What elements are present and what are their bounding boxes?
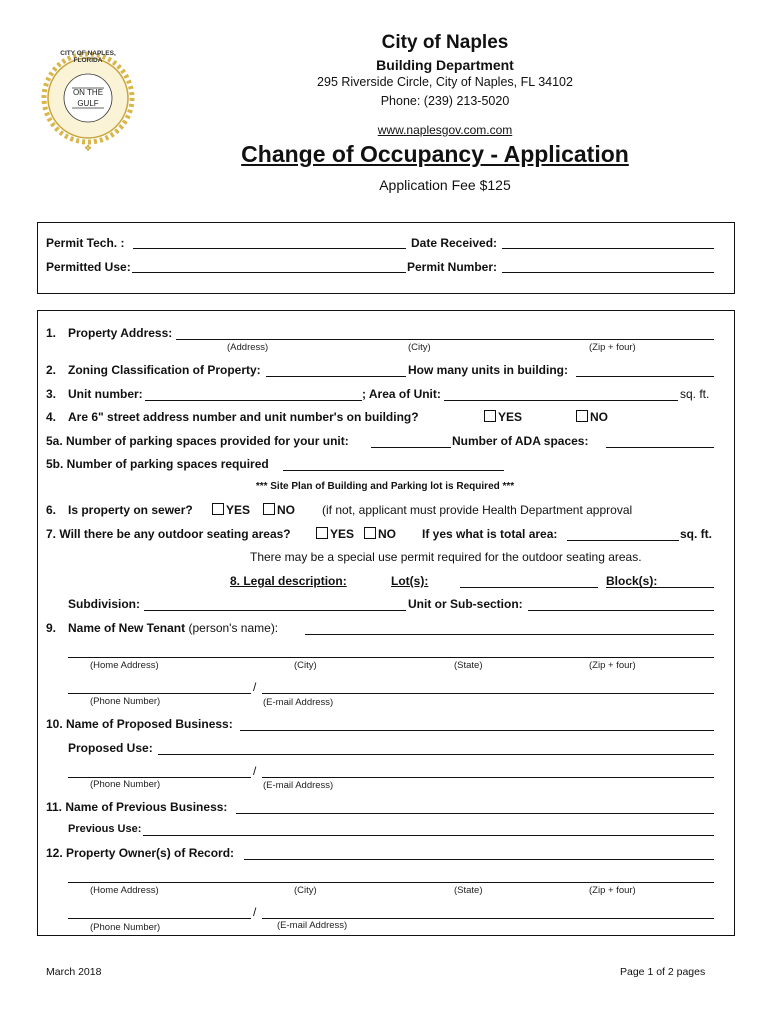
tenant-phone-hint: (Phone Number) bbox=[90, 696, 161, 707]
q9-number: 9. bbox=[46, 621, 57, 635]
tenant-phone-field[interactable] bbox=[68, 693, 251, 694]
q7-yes-option[interactable] bbox=[316, 527, 354, 541]
new-tenant-subtext: (person's name): bbox=[188, 621, 279, 635]
owner-state-hint: (State) bbox=[454, 885, 483, 896]
business-phone-hint: (Phone Number) bbox=[90, 779, 161, 790]
owner-city-hint: (City) bbox=[294, 885, 317, 896]
office-use-box bbox=[37, 222, 735, 294]
q2-number: 2. bbox=[46, 363, 57, 377]
units-in-building-field[interactable] bbox=[576, 376, 714, 377]
q1-number: 1. bbox=[46, 326, 57, 340]
zip-hint: (Zip + four) bbox=[589, 342, 636, 353]
footer-date: March 2018 bbox=[46, 966, 102, 978]
unit-subsection-field[interactable] bbox=[528, 610, 714, 611]
property-owner-field[interactable] bbox=[244, 859, 714, 860]
new-tenant-name-field[interactable] bbox=[305, 634, 714, 635]
owner-email-hint: (E-mail Address) bbox=[277, 920, 348, 931]
owner-slash: / bbox=[253, 905, 257, 919]
permit-number-field[interactable] bbox=[502, 272, 714, 273]
seating-sq-ft-unit: sq. ft. bbox=[680, 527, 712, 541]
footer-page-number: Page 1 of 2 pages bbox=[620, 966, 706, 978]
parking-required-label: 5b. Number of parking spaces required bbox=[46, 457, 269, 471]
business-slash: / bbox=[253, 764, 257, 778]
seal-line-2: GULF bbox=[77, 99, 99, 108]
blocks-label: Block(s): bbox=[606, 574, 658, 588]
tenant-email-hint: (E-mail Address) bbox=[263, 697, 334, 708]
previous-use-field[interactable] bbox=[143, 835, 714, 836]
city-seal bbox=[40, 44, 136, 164]
tenant-zip-hint: (Zip + four) bbox=[589, 660, 636, 671]
city-name: City of Naples bbox=[381, 32, 509, 53]
special-use-permit-note: There may be a special use permit required for the outdoor seating areas. bbox=[250, 550, 642, 564]
q7-no-label: NO bbox=[378, 527, 396, 541]
address-numbers-label: Are 6" street address number and unit number's on building? bbox=[68, 410, 419, 424]
department-name: Building Department bbox=[376, 57, 514, 73]
q4-number: 4. bbox=[46, 410, 57, 424]
unit-number-label: Unit number: bbox=[68, 387, 143, 401]
ada-spaces-label: Number of ADA spaces: bbox=[452, 434, 589, 448]
lots-label: Lot(s): bbox=[391, 574, 429, 588]
proposed-use-label: Proposed Use: bbox=[68, 741, 153, 755]
svg-text:❖: ❖ bbox=[83, 143, 93, 153]
q7-yes-checkbox[interactable] bbox=[316, 527, 328, 539]
permitted-use-field[interactable] bbox=[132, 272, 406, 273]
department-phone: Phone: (239) 213-5020 bbox=[380, 94, 510, 108]
unit-number-field[interactable] bbox=[145, 400, 362, 401]
new-tenant-label bbox=[68, 621, 278, 635]
website-link[interactable]: www.naplesgov.com.com bbox=[377, 123, 513, 137]
q4-no-label: NO bbox=[590, 410, 608, 424]
owner-email-field[interactable] bbox=[262, 918, 714, 919]
permitted-use-label: Permitted Use: bbox=[46, 260, 131, 274]
proposed-business-field[interactable] bbox=[240, 730, 714, 731]
q6-no-option[interactable] bbox=[263, 503, 295, 517]
property-address-field[interactable] bbox=[176, 339, 714, 340]
legal-description-text: 8. Legal description: bbox=[230, 574, 347, 588]
legal-description-label bbox=[230, 574, 347, 588]
city-hint: (City) bbox=[408, 342, 431, 353]
address-hint: (Address) bbox=[227, 342, 269, 353]
unit-subsection-label: Unit or Sub-section: bbox=[408, 597, 523, 611]
seating-area-label: If yes what is total area: bbox=[422, 527, 558, 541]
permit-tech-label: Permit Tech. : bbox=[46, 236, 125, 250]
department-address: 295 Riverside Circle, City of Naples, FL 34102 bbox=[317, 75, 573, 89]
permit-tech-field[interactable] bbox=[133, 248, 406, 249]
sewer-label: Is property on sewer? bbox=[68, 503, 193, 517]
q6-no-checkbox[interactable] bbox=[263, 503, 275, 515]
parking-provided-field[interactable] bbox=[371, 447, 451, 448]
q6-yes-checkbox[interactable] bbox=[212, 503, 224, 515]
parking-provided-label: 5a. Number of parking spaces provided for your unit: bbox=[46, 434, 349, 448]
previous-business-field[interactable] bbox=[236, 813, 714, 814]
business-email-field[interactable] bbox=[262, 777, 714, 778]
q3-number: 3. bbox=[46, 387, 57, 401]
seating-area-field[interactable] bbox=[567, 540, 679, 541]
units-in-building-label: How many units in building: bbox=[408, 363, 568, 377]
permit-number-label: Permit Number: bbox=[407, 260, 498, 274]
q4-yes-checkbox[interactable] bbox=[484, 410, 496, 422]
zoning-label: Zoning Classification of Property: bbox=[68, 363, 261, 377]
parking-required-field[interactable] bbox=[283, 470, 504, 471]
date-received-field[interactable] bbox=[502, 248, 714, 249]
q6-yes-option[interactable] bbox=[212, 503, 250, 517]
tenant-home-address-hint: (Home Address) bbox=[90, 660, 159, 671]
owner-zip-hint: (Zip + four) bbox=[589, 885, 636, 896]
area-of-unit-label: ; Area of Unit: bbox=[362, 387, 441, 401]
q4-no-checkbox[interactable] bbox=[576, 410, 588, 422]
application-fee: Application Fee $125 bbox=[379, 177, 511, 193]
new-tenant-address-field[interactable] bbox=[68, 657, 714, 658]
sewer-note: (if not, applicant must provide Health Department approval bbox=[322, 503, 633, 517]
new-tenant-text: Name of New Tenant bbox=[68, 621, 186, 635]
form-title: Change of Occupancy - Application bbox=[241, 141, 629, 167]
lots-field[interactable] bbox=[460, 587, 598, 588]
previous-business-label: 11. Name of Previous Business: bbox=[46, 800, 228, 814]
proposed-business-label: 10. Name of Proposed Business: bbox=[46, 717, 233, 731]
owner-home-address-hint: (Home Address) bbox=[90, 885, 159, 896]
site-plan-note: *** Site Plan of Building and Parking lot is Required *** bbox=[255, 481, 515, 492]
q4-no-option[interactable] bbox=[576, 410, 608, 424]
q7-no-checkbox[interactable] bbox=[364, 527, 376, 539]
sq-ft-unit: sq. ft. bbox=[680, 387, 710, 401]
subdivision-field[interactable] bbox=[144, 610, 406, 611]
subdivision-label: Subdivision: bbox=[68, 597, 140, 611]
proposed-use-field[interactable] bbox=[158, 754, 714, 755]
previous-use-label: Previous Use: bbox=[68, 823, 142, 835]
ada-spaces-field[interactable] bbox=[606, 447, 714, 448]
tenant-state-hint: (State) bbox=[454, 660, 483, 671]
q6-no-label: NO bbox=[277, 503, 295, 517]
seal-line-1: ON THE bbox=[72, 88, 104, 97]
business-email-hint: (E-mail Address) bbox=[263, 780, 334, 791]
q4-yes-option[interactable] bbox=[484, 410, 522, 424]
date-received-label: Date Received: bbox=[411, 236, 498, 250]
owner-phone-hint: (Phone Number) bbox=[90, 922, 161, 933]
q6-yes-label: YES bbox=[226, 503, 251, 517]
q6-number: 6. bbox=[46, 503, 57, 517]
area-of-unit-field[interactable] bbox=[444, 400, 678, 401]
tenant-city-hint: (City) bbox=[294, 660, 317, 671]
tenant-email-field[interactable] bbox=[262, 693, 714, 694]
property-address-label: Property Address: bbox=[68, 326, 173, 340]
business-phone-field[interactable] bbox=[68, 777, 251, 778]
zoning-field[interactable] bbox=[266, 376, 406, 377]
q7-yes-label: YES bbox=[330, 527, 355, 541]
blocks-field[interactable] bbox=[606, 587, 714, 588]
q7-no-option[interactable] bbox=[364, 527, 396, 541]
tenant-slash: / bbox=[253, 680, 257, 694]
owner-address-field[interactable] bbox=[68, 882, 714, 883]
outdoor-seating-label: 7. Will there be any outdoor seating areas? bbox=[46, 527, 291, 541]
seal-outer-text: CITY OF NAPLES, FLORIDA bbox=[60, 50, 116, 64]
q4-yes-label: YES bbox=[498, 410, 523, 424]
owner-phone-field[interactable] bbox=[68, 918, 251, 919]
property-owner-label: 12. Property Owner(s) of Record: bbox=[46, 846, 235, 860]
